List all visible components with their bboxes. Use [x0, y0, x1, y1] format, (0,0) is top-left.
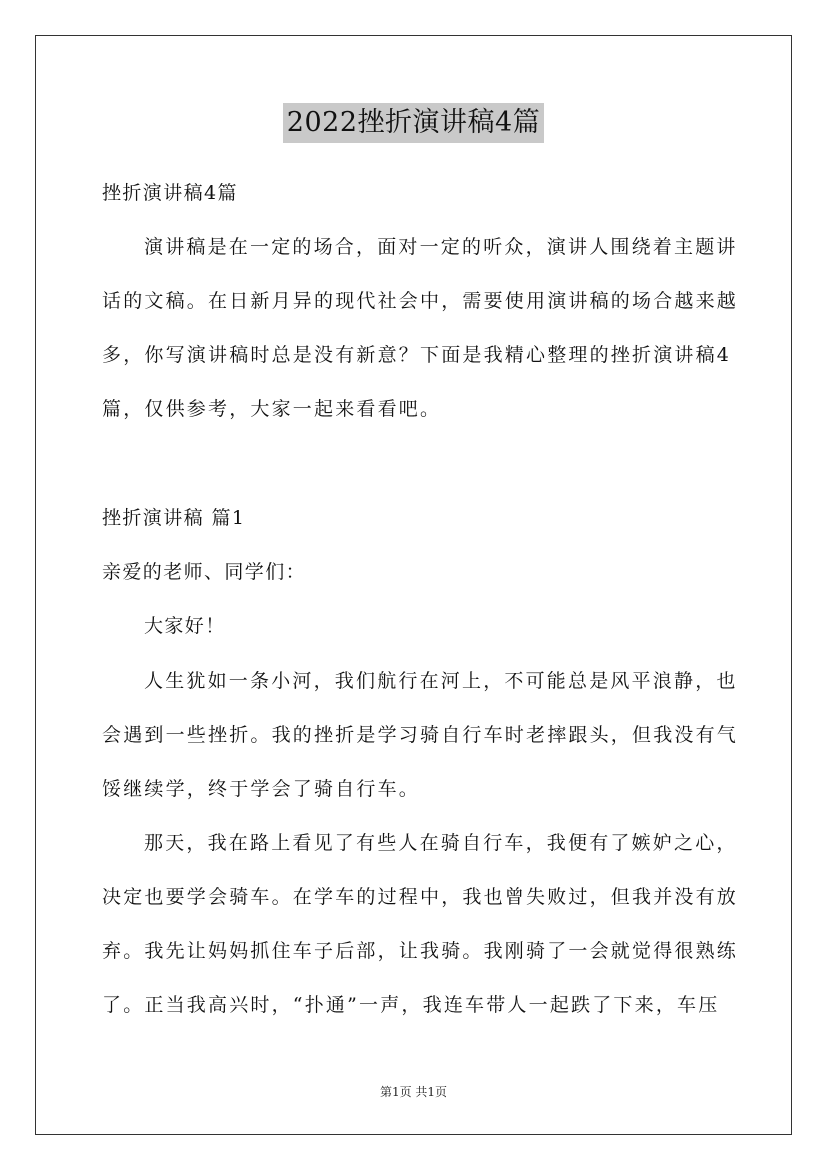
intro-line-4: 篇，仅供参考，大家一起来看看吧。	[102, 398, 442, 420]
paragraph1-line-1: 人生犹如一条小河，我们航行在河上，不可能总是风平浪静，也	[144, 670, 738, 692]
intro-line-3: 多，你写演讲稿时总是没有新意？下面是我精心整理的挫折演讲稿4	[102, 344, 732, 366]
paragraph1-line-3: 馁继续学，终于学会了骑自行车。	[102, 778, 421, 800]
document-title-text: 2022挫折演讲稿4篇	[283, 103, 544, 143]
subtitle: 挫折演讲稿4篇	[102, 182, 238, 204]
paragraph2-line-4: 了。正当我高兴时，“扑通”一声，我连车带人一起跌了下来，车压	[102, 994, 720, 1016]
paragraph2-line-1: 那天，我在路上看见了有些人在骑自行车，我便有了嫉妒之心，	[144, 832, 738, 854]
section-heading: 挫折演讲稿 篇1	[102, 507, 246, 529]
paragraph2-line-3: 弃。我先让妈妈抓住车子后部，让我骑。我刚骑了一会就觉得很熟练	[102, 940, 739, 962]
intro-line-2: 话的文稿。在日新月异的现代社会中，需要使用演讲稿的场合越来越	[102, 290, 739, 312]
paragraph1-line-2: 会遇到一些挫折。我的挫折是学习骑自行车时老摔跟头，但我没有气	[102, 724, 739, 746]
salutation: 亲爱的老师、同学们：	[102, 561, 307, 583]
greeting: 大家好！	[144, 615, 226, 637]
page-number: 第1页 共1页	[379, 1085, 448, 1099]
intro-line-1: 演讲稿是在一定的场合，面对一定的听众，演讲人围绕着主题讲	[144, 236, 738, 258]
paragraph2-line-2: 决定也要学会骑车。在学车的过程中，我也曾失败过，但我并没有放	[102, 886, 739, 908]
document-title	[0, 103, 827, 143]
